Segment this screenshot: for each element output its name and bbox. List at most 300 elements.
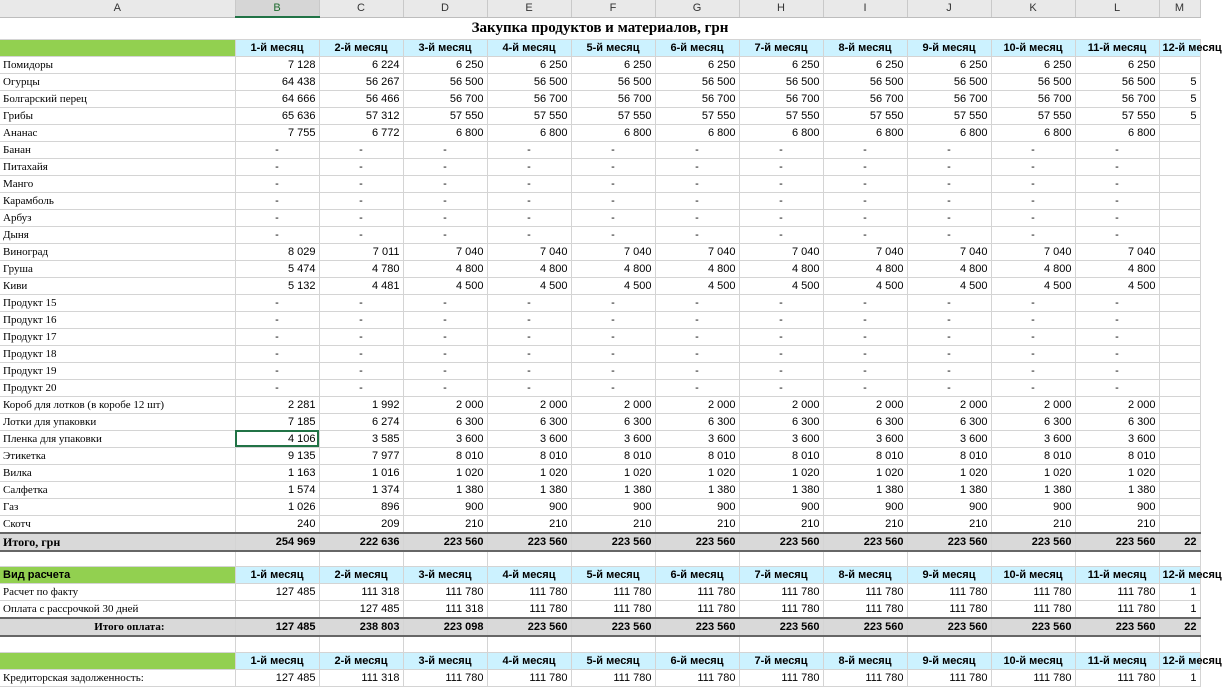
value-cell[interactable]: 6 800 xyxy=(403,124,487,141)
value-cell[interactable]: 1 020 xyxy=(991,464,1075,481)
value-cell[interactable]: - xyxy=(403,141,487,158)
month-header[interactable]: 5-й месяц xyxy=(571,652,655,669)
value-cell[interactable]: - xyxy=(403,379,487,396)
value-cell[interactable]: 223 560 xyxy=(739,533,823,551)
value-cell[interactable]: 3 600 xyxy=(823,430,907,447)
value-cell[interactable]: 5 132 xyxy=(235,277,319,294)
value-cell[interactable]: 1 020 xyxy=(487,464,571,481)
value-cell[interactable] xyxy=(1159,430,1200,447)
value-cell[interactable] xyxy=(1159,396,1200,413)
value-cell[interactable]: 6 800 xyxy=(991,124,1075,141)
value-cell[interactable]: 65 636 xyxy=(235,107,319,124)
value-cell[interactable]: 223 560 xyxy=(1075,533,1159,551)
column-header-l[interactable]: L xyxy=(1075,0,1159,17)
value-cell[interactable]: 223 560 xyxy=(403,533,487,551)
value-cell[interactable]: - xyxy=(991,141,1075,158)
value-cell[interactable]: 896 xyxy=(319,498,403,515)
row-label[interactable]: Киви xyxy=(0,277,235,294)
value-cell[interactable]: 111 780 xyxy=(991,669,1075,686)
empty-cell[interactable] xyxy=(0,636,235,652)
value-cell[interactable]: 56 700 xyxy=(487,90,571,107)
value-cell[interactable]: - xyxy=(403,209,487,226)
value-cell[interactable]: - xyxy=(487,226,571,243)
value-cell[interactable]: 4 500 xyxy=(991,277,1075,294)
value-cell[interactable]: 223 560 xyxy=(991,533,1075,551)
value-cell[interactable]: 900 xyxy=(403,498,487,515)
value-cell[interactable]: 210 xyxy=(739,515,823,533)
value-cell[interactable]: 4 800 xyxy=(655,260,739,277)
month-header[interactable]: 11-й месяц xyxy=(1075,567,1159,584)
value-cell[interactable]: - xyxy=(991,345,1075,362)
value-cell[interactable]: 8 010 xyxy=(907,447,991,464)
value-cell[interactable]: 1 026 xyxy=(235,498,319,515)
value-cell[interactable]: 1 020 xyxy=(907,464,991,481)
row-label[interactable]: Ананас xyxy=(0,124,235,141)
value-cell[interactable]: 1 020 xyxy=(655,464,739,481)
row-label[interactable]: Короб для лотков (в коробе 12 шт) xyxy=(0,396,235,413)
column-header-i[interactable]: I xyxy=(823,0,907,17)
row-label[interactable]: Итого, грн xyxy=(0,533,235,551)
value-cell[interactable]: 111 780 xyxy=(655,601,739,619)
value-cell[interactable]: 4 800 xyxy=(823,260,907,277)
value-cell[interactable]: 111 780 xyxy=(487,601,571,619)
value-cell[interactable]: 111 780 xyxy=(739,584,823,601)
value-cell[interactable]: - xyxy=(823,379,907,396)
value-cell[interactable]: 223 098 xyxy=(403,618,487,636)
value-cell[interactable]: 8 010 xyxy=(487,447,571,464)
value-cell[interactable]: 111 780 xyxy=(739,601,823,619)
value-cell[interactable]: - xyxy=(571,328,655,345)
value-cell[interactable]: - xyxy=(739,192,823,209)
value-cell[interactable]: 900 xyxy=(907,498,991,515)
value-cell[interactable] xyxy=(1159,311,1200,328)
value-cell[interactable]: - xyxy=(403,294,487,311)
value-cell[interactable]: 56 500 xyxy=(655,73,739,90)
value-cell[interactable]: 2 000 xyxy=(487,396,571,413)
value-cell[interactable]: - xyxy=(571,311,655,328)
value-cell[interactable]: - xyxy=(655,345,739,362)
value-cell[interactable]: 3 585 xyxy=(319,430,403,447)
value-cell[interactable]: - xyxy=(571,362,655,379)
value-cell[interactable]: 111 780 xyxy=(403,584,487,601)
value-cell[interactable]: - xyxy=(991,379,1075,396)
value-cell[interactable]: - xyxy=(655,226,739,243)
value-cell[interactable] xyxy=(1159,345,1200,362)
value-cell[interactable]: 56 500 xyxy=(571,73,655,90)
empty-cell[interactable] xyxy=(655,551,739,567)
value-cell[interactable]: - xyxy=(235,294,319,311)
value-cell[interactable]: 6 250 xyxy=(823,56,907,73)
value-cell[interactable]: 6 800 xyxy=(655,124,739,141)
value-cell[interactable]: 6 800 xyxy=(739,124,823,141)
value-cell[interactable]: - xyxy=(319,192,403,209)
value-cell[interactable]: 57 550 xyxy=(739,107,823,124)
row-label[interactable]: Питахайя xyxy=(0,158,235,175)
value-cell[interactable]: - xyxy=(823,158,907,175)
month-header[interactable]: 3-й месяц xyxy=(403,567,487,584)
purchases-header-row-label[interactable] xyxy=(0,39,235,56)
value-cell[interactable]: 8 010 xyxy=(571,447,655,464)
column-header-c[interactable]: C xyxy=(319,0,403,17)
value-cell[interactable]: 111 780 xyxy=(823,669,907,686)
value-cell[interactable]: 64 438 xyxy=(235,73,319,90)
month-header[interactable]: 5-й месяц xyxy=(571,567,655,584)
value-cell[interactable]: - xyxy=(907,175,991,192)
value-cell[interactable] xyxy=(1159,294,1200,311)
value-cell[interactable] xyxy=(1159,328,1200,345)
value-cell[interactable]: 5 xyxy=(1159,90,1200,107)
value-cell[interactable]: 7 185 xyxy=(235,413,319,430)
value-cell[interactable]: 7 755 xyxy=(235,124,319,141)
value-cell[interactable]: 57 312 xyxy=(319,107,403,124)
month-header[interactable]: 9-й месяц xyxy=(907,567,991,584)
row-label[interactable]: Пленка для упаковки xyxy=(0,430,235,447)
value-cell[interactable]: - xyxy=(991,226,1075,243)
value-cell[interactable]: 223 560 xyxy=(487,618,571,636)
value-cell[interactable]: 3 600 xyxy=(991,430,1075,447)
value-cell[interactable]: - xyxy=(487,209,571,226)
value-cell[interactable] xyxy=(1159,515,1200,533)
value-cell[interactable]: - xyxy=(907,192,991,209)
value-cell[interactable]: - xyxy=(823,328,907,345)
row-label[interactable]: Карамболь xyxy=(0,192,235,209)
value-cell[interactable]: - xyxy=(403,362,487,379)
value-cell[interactable]: 56 500 xyxy=(991,73,1075,90)
value-cell[interactable]: 1 380 xyxy=(823,481,907,498)
month-header[interactable]: 11-й месяц xyxy=(1075,652,1159,669)
value-cell[interactable]: 6 300 xyxy=(907,413,991,430)
value-cell[interactable]: 3 600 xyxy=(655,430,739,447)
value-cell[interactable]: 8 010 xyxy=(1075,447,1159,464)
value-cell[interactable]: - xyxy=(403,311,487,328)
month-header[interactable]: 4-й месяц xyxy=(487,39,571,56)
value-cell[interactable]: 6 800 xyxy=(571,124,655,141)
column-header-e[interactable]: E xyxy=(487,0,571,17)
row-label[interactable]: Кредиторская задолженность: xyxy=(0,669,235,686)
value-cell[interactable]: 210 xyxy=(991,515,1075,533)
value-cell[interactable]: - xyxy=(319,362,403,379)
value-cell[interactable]: 1 xyxy=(1159,669,1200,686)
value-cell[interactable]: - xyxy=(319,294,403,311)
value-cell[interactable]: 223 560 xyxy=(823,618,907,636)
value-cell[interactable]: 56 500 xyxy=(907,73,991,90)
value-cell[interactable]: 127 485 xyxy=(235,618,319,636)
value-cell[interactable]: - xyxy=(235,362,319,379)
value-cell[interactable]: 1 380 xyxy=(487,481,571,498)
value-cell[interactable]: 6 800 xyxy=(907,124,991,141)
empty-cell[interactable] xyxy=(403,551,487,567)
value-cell[interactable]: - xyxy=(739,294,823,311)
row-label[interactable]: Огурцы xyxy=(0,73,235,90)
debt-header-row-label[interactable] xyxy=(0,652,235,669)
value-cell[interactable]: 56 267 xyxy=(319,73,403,90)
empty-cell[interactable] xyxy=(235,636,319,652)
value-cell[interactable]: 1 380 xyxy=(571,481,655,498)
value-cell[interactable]: 2 281 xyxy=(235,396,319,413)
value-cell[interactable]: - xyxy=(907,345,991,362)
value-cell[interactable]: - xyxy=(1075,379,1159,396)
month-header[interactable]: 2-й месяц xyxy=(319,567,403,584)
row-label[interactable]: Банан xyxy=(0,141,235,158)
value-cell[interactable]: - xyxy=(823,209,907,226)
value-cell[interactable]: - xyxy=(571,158,655,175)
value-cell[interactable]: 6 250 xyxy=(991,56,1075,73)
month-header[interactable]: 1-й месяц xyxy=(235,652,319,669)
value-cell[interactable]: - xyxy=(487,379,571,396)
value-cell[interactable]: - xyxy=(487,141,571,158)
value-cell[interactable]: - xyxy=(991,209,1075,226)
row-label[interactable]: Манго xyxy=(0,175,235,192)
value-cell[interactable]: - xyxy=(655,362,739,379)
value-cell[interactable]: 111 780 xyxy=(1075,601,1159,619)
value-cell[interactable]: 7 040 xyxy=(991,243,1075,260)
value-cell[interactable] xyxy=(1159,175,1200,192)
value-cell[interactable]: 4 800 xyxy=(1075,260,1159,277)
value-cell[interactable]: 3 600 xyxy=(403,430,487,447)
value-cell[interactable]: 56 500 xyxy=(487,73,571,90)
value-cell[interactable]: 1 380 xyxy=(907,481,991,498)
value-cell[interactable]: - xyxy=(655,158,739,175)
value-cell[interactable]: - xyxy=(1075,226,1159,243)
value-cell[interactable]: 57 550 xyxy=(571,107,655,124)
value-cell[interactable]: - xyxy=(991,192,1075,209)
value-cell[interactable]: 1 380 xyxy=(655,481,739,498)
empty-cell[interactable] xyxy=(739,551,823,567)
value-cell[interactable]: 57 550 xyxy=(1075,107,1159,124)
month-header[interactable]: 4-й месяц xyxy=(487,652,571,669)
value-cell[interactable]: - xyxy=(487,158,571,175)
value-cell[interactable]: 5 xyxy=(1159,107,1200,124)
value-cell[interactable] xyxy=(1159,260,1200,277)
value-cell[interactable]: - xyxy=(487,345,571,362)
value-cell[interactable]: 2 000 xyxy=(823,396,907,413)
value-cell[interactable]: - xyxy=(319,345,403,362)
value-cell[interactable]: 2 000 xyxy=(1075,396,1159,413)
value-cell[interactable]: - xyxy=(403,345,487,362)
value-cell[interactable]: 1 020 xyxy=(571,464,655,481)
column-header-d[interactable]: D xyxy=(403,0,487,17)
value-cell[interactable]: - xyxy=(319,209,403,226)
value-cell[interactable]: - xyxy=(823,345,907,362)
value-cell[interactable]: 7 128 xyxy=(235,56,319,73)
value-cell[interactable]: 111 780 xyxy=(907,601,991,619)
column-header-m[interactable]: M xyxy=(1159,0,1200,17)
empty-cell[interactable] xyxy=(907,551,991,567)
value-cell[interactable]: 111 318 xyxy=(403,601,487,619)
value-cell[interactable]: - xyxy=(823,141,907,158)
column-header-h[interactable]: H xyxy=(739,0,823,17)
value-cell[interactable]: 8 010 xyxy=(655,447,739,464)
value-cell[interactable]: 56 700 xyxy=(655,90,739,107)
value-cell[interactable]: 22 xyxy=(1159,533,1200,551)
value-cell[interactable]: 223 560 xyxy=(991,618,1075,636)
row-label[interactable]: Помидоры xyxy=(0,56,235,73)
value-cell[interactable]: 3 600 xyxy=(1075,430,1159,447)
value-cell[interactable]: 57 550 xyxy=(991,107,1075,124)
value-cell[interactable]: 210 xyxy=(1075,515,1159,533)
column-header-b[interactable]: B xyxy=(235,0,319,17)
value-cell[interactable]: - xyxy=(739,158,823,175)
value-cell[interactable]: - xyxy=(991,294,1075,311)
month-header[interactable]: 6-й месяц xyxy=(655,652,739,669)
value-cell[interactable]: - xyxy=(235,226,319,243)
value-cell[interactable]: 6 800 xyxy=(487,124,571,141)
value-cell[interactable]: 111 780 xyxy=(655,669,739,686)
value-cell[interactable]: 7 040 xyxy=(403,243,487,260)
row-label[interactable]: Дыня xyxy=(0,226,235,243)
month-header[interactable]: 2-й месяц xyxy=(319,652,403,669)
month-header[interactable]: 8-й месяц xyxy=(823,39,907,56)
month-header[interactable]: 9-й месяц xyxy=(907,39,991,56)
value-cell[interactable]: 210 xyxy=(571,515,655,533)
value-cell[interactable]: 57 550 xyxy=(487,107,571,124)
value-cell[interactable]: - xyxy=(487,192,571,209)
value-cell[interactable]: - xyxy=(571,345,655,362)
value-cell[interactable]: 6 250 xyxy=(403,56,487,73)
value-cell[interactable] xyxy=(1159,464,1200,481)
value-cell[interactable]: 4 106 xyxy=(235,430,319,447)
month-header[interactable]: 7-й месяц xyxy=(739,567,823,584)
value-cell[interactable]: 2 000 xyxy=(571,396,655,413)
row-label[interactable]: Продукт 19 xyxy=(0,362,235,379)
value-cell[interactable]: - xyxy=(403,226,487,243)
value-cell[interactable] xyxy=(1159,379,1200,396)
value-cell[interactable]: 7 040 xyxy=(487,243,571,260)
value-cell[interactable]: 900 xyxy=(1075,498,1159,515)
value-cell[interactable]: 111 780 xyxy=(571,669,655,686)
value-cell[interactable]: - xyxy=(487,328,571,345)
value-cell[interactable]: 6 300 xyxy=(823,413,907,430)
value-cell[interactable]: - xyxy=(571,226,655,243)
value-cell[interactable]: - xyxy=(571,141,655,158)
month-header[interactable]: 12-й месяц xyxy=(1159,39,1200,56)
value-cell[interactable]: - xyxy=(403,192,487,209)
value-cell[interactable]: 223 560 xyxy=(571,618,655,636)
value-cell[interactable]: 2 000 xyxy=(739,396,823,413)
value-cell[interactable]: - xyxy=(823,362,907,379)
empty-cell[interactable] xyxy=(655,636,739,652)
value-cell[interactable] xyxy=(1159,498,1200,515)
value-cell[interactable]: 4 800 xyxy=(571,260,655,277)
value-cell[interactable]: 111 780 xyxy=(487,584,571,601)
value-cell[interactable]: - xyxy=(235,328,319,345)
empty-cell[interactable] xyxy=(1075,636,1159,652)
value-cell[interactable]: 210 xyxy=(487,515,571,533)
value-cell[interactable]: 6 300 xyxy=(403,413,487,430)
row-label[interactable]: Болгарский перец xyxy=(0,90,235,107)
value-cell[interactable]: 254 969 xyxy=(235,533,319,551)
value-cell[interactable]: 900 xyxy=(571,498,655,515)
value-cell[interactable]: 6 250 xyxy=(487,56,571,73)
value-cell[interactable]: 56 700 xyxy=(991,90,1075,107)
row-label[interactable]: Грибы xyxy=(0,107,235,124)
value-cell[interactable]: 3 600 xyxy=(907,430,991,447)
value-cell[interactable]: - xyxy=(235,379,319,396)
row-label[interactable]: Расчет по факту xyxy=(0,584,235,601)
value-cell[interactable]: - xyxy=(907,141,991,158)
value-cell[interactable]: - xyxy=(571,379,655,396)
value-cell[interactable]: 4 780 xyxy=(319,260,403,277)
value-cell[interactable]: 56 700 xyxy=(403,90,487,107)
value-cell[interactable]: 4 800 xyxy=(487,260,571,277)
value-cell[interactable]: - xyxy=(235,311,319,328)
value-cell[interactable]: 8 010 xyxy=(823,447,907,464)
value-cell[interactable]: 4 500 xyxy=(1075,277,1159,294)
column-header-a[interactable]: A xyxy=(0,0,235,17)
value-cell[interactable] xyxy=(1159,413,1200,430)
value-cell[interactable]: 111 780 xyxy=(991,601,1075,619)
value-cell[interactable]: - xyxy=(739,362,823,379)
value-cell[interactable]: - xyxy=(1075,141,1159,158)
value-cell[interactable]: 57 550 xyxy=(823,107,907,124)
value-cell[interactable]: 210 xyxy=(655,515,739,533)
value-cell[interactable] xyxy=(1159,481,1200,498)
value-cell[interactable]: 111 780 xyxy=(1075,584,1159,601)
value-cell[interactable]: 223 560 xyxy=(907,618,991,636)
month-header[interactable]: 8-й месяц xyxy=(823,567,907,584)
empty-cell[interactable] xyxy=(571,636,655,652)
value-cell[interactable] xyxy=(1159,141,1200,158)
value-cell[interactable]: - xyxy=(319,158,403,175)
month-header[interactable]: 3-й месяц xyxy=(403,39,487,56)
value-cell[interactable]: 6 274 xyxy=(319,413,403,430)
value-cell[interactable]: 64 666 xyxy=(235,90,319,107)
row-label[interactable]: Продукт 17 xyxy=(0,328,235,345)
value-cell[interactable]: 4 481 xyxy=(319,277,403,294)
empty-cell[interactable] xyxy=(487,551,571,567)
value-cell[interactable]: 6 300 xyxy=(571,413,655,430)
value-cell[interactable]: 1 380 xyxy=(1075,481,1159,498)
value-cell[interactable]: - xyxy=(235,345,319,362)
month-header[interactable]: 12-й месяц xyxy=(1159,652,1200,669)
value-cell[interactable]: - xyxy=(403,175,487,192)
row-label[interactable]: Продукт 18 xyxy=(0,345,235,362)
value-cell[interactable]: - xyxy=(1075,311,1159,328)
value-cell[interactable]: - xyxy=(907,158,991,175)
value-cell[interactable]: 4 800 xyxy=(403,260,487,277)
value-cell[interactable]: - xyxy=(487,294,571,311)
value-cell[interactable]: 7 040 xyxy=(907,243,991,260)
value-cell[interactable]: 111 780 xyxy=(571,601,655,619)
value-cell[interactable]: 111 780 xyxy=(991,584,1075,601)
value-cell[interactable]: - xyxy=(571,209,655,226)
value-cell[interactable]: - xyxy=(907,379,991,396)
value-cell[interactable]: 56 700 xyxy=(739,90,823,107)
month-header[interactable]: 8-й месяц xyxy=(823,652,907,669)
value-cell[interactable]: - xyxy=(655,141,739,158)
value-cell[interactable]: - xyxy=(319,328,403,345)
month-header[interactable]: 5-й месяц xyxy=(571,39,655,56)
value-cell[interactable]: 2 000 xyxy=(907,396,991,413)
month-header[interactable]: 6-й месяц xyxy=(655,39,739,56)
value-cell[interactable]: 56 466 xyxy=(319,90,403,107)
month-header[interactable]: 9-й месяц xyxy=(907,652,991,669)
value-cell[interactable]: 4 500 xyxy=(739,277,823,294)
value-cell[interactable]: 127 485 xyxy=(235,669,319,686)
value-cell[interactable]: - xyxy=(907,328,991,345)
value-cell[interactable]: 7 040 xyxy=(739,243,823,260)
empty-cell[interactable] xyxy=(907,636,991,652)
value-cell[interactable]: 1 020 xyxy=(823,464,907,481)
month-header[interactable]: 10-й месяц xyxy=(991,39,1075,56)
value-cell[interactable]: - xyxy=(991,175,1075,192)
value-cell[interactable]: 223 560 xyxy=(487,533,571,551)
value-cell[interactable]: 900 xyxy=(655,498,739,515)
value-cell[interactable]: - xyxy=(655,175,739,192)
value-cell[interactable]: 7 040 xyxy=(823,243,907,260)
value-cell[interactable]: - xyxy=(655,209,739,226)
value-cell[interactable]: - xyxy=(907,226,991,243)
